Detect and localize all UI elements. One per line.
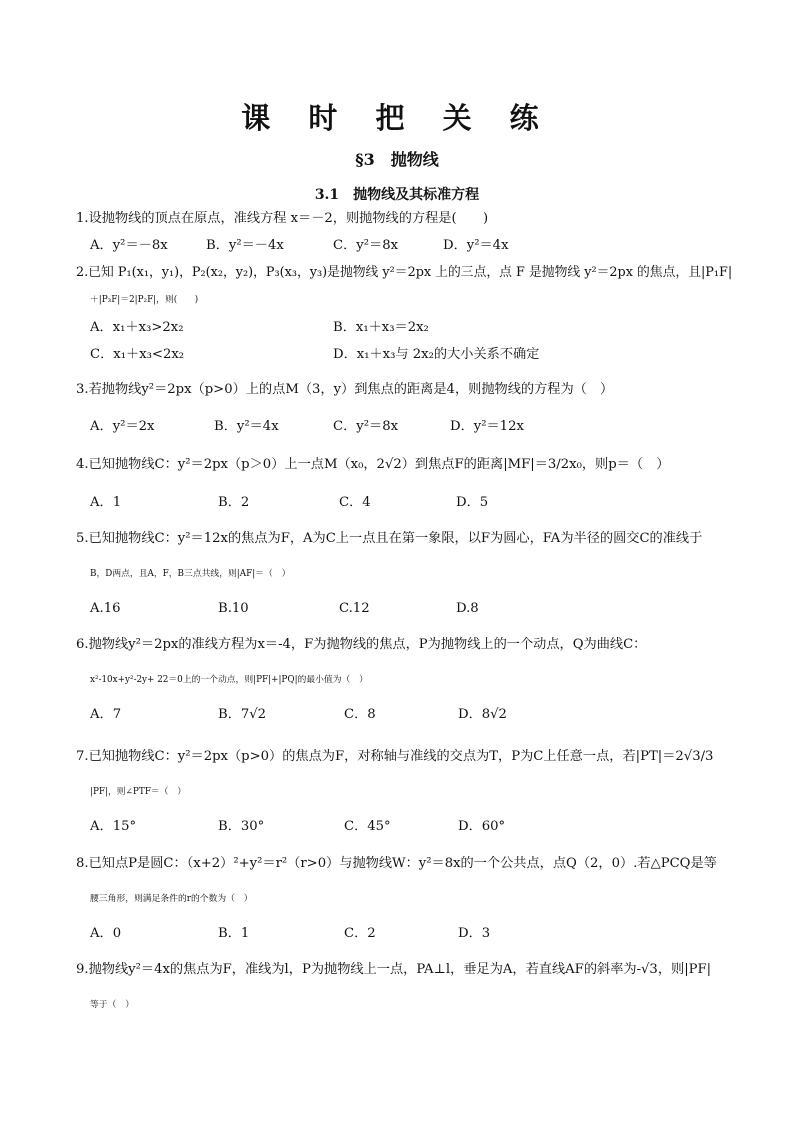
- question-9-stem-line-1: 9.抛物线y²＝4x的焦点为F，准线为l，P为抛物线上一点，PA⊥l，垂足为A，若直线AF的斜率为-√3，则|PF|: [76, 962, 712, 977]
- question-8-option-a: A．0: [90, 926, 122, 941]
- question-2-stem-line-2: ＋|P₃F|＝2|P₂F|，则( ): [90, 295, 199, 305]
- question-1-option-a: A．y²＝－8x: [90, 238, 168, 253]
- question-3-option-b: B．y²＝4x: [214, 419, 279, 434]
- question-9-stem-line-2: 等于（ ）: [90, 1000, 134, 1010]
- question-3-stem: 3.若抛物线y²＝2px（p>0）上的点M（3，y）到焦点的距离是4，则抛物线的方程为（ ）: [76, 382, 614, 397]
- question-5-option-d: D.8: [456, 601, 479, 616]
- question-4-option-c: C．4: [339, 495, 371, 510]
- question-2-option-b: B．x₁＋x₃＝2x₂: [333, 320, 429, 335]
- question-6-option-d: D．8√2: [458, 707, 507, 722]
- question-8-option-b: B．1: [218, 926, 250, 941]
- question-6-option-a: A．7: [90, 707, 122, 722]
- question-3-option-c: C．y²＝8x: [333, 419, 399, 434]
- question-6-option-c: C．8: [344, 707, 376, 722]
- question-5-stem-line-2: B，D两点，且A，F，B三点共线，则|AF|＝（ ）: [90, 569, 291, 579]
- question-7-stem-line-1: 7.已知抛物线C：y²＝2px（p>0）的焦点为F，对称轴与准线的交点为T，P为C上任意一点，若|PT|＝2√3/3: [76, 749, 714, 764]
- question-2-stem-line-1: 2.已知 P₁(x₁，y₁)，P₂(x₂，y₂)，P₃(x₃，y₃)是抛物线 y²＝2px 上的三点，点 F 是抛物线 y²＝2px 的焦点，且|P₁F|: [76, 265, 733, 280]
- question-7-option-d: D．60°: [458, 819, 506, 834]
- question-8-option-c: C．2: [344, 926, 376, 941]
- question-1-stem: 1.设抛物线的顶点在原点，准线方程 x＝－2，则抛物线的方程是( ): [76, 211, 489, 226]
- question-7-stem-line-2: |PF|，则∠PTF＝（ ）: [90, 787, 186, 797]
- question-5-stem-line-1: 5.已知抛物线C：y²＝12x的焦点为F，A为C上一点且在第一象限，以F为圆心，FA为半径的圆交C的准线于: [76, 531, 703, 546]
- question-8-option-d: D．3: [458, 926, 491, 941]
- question-6-option-b: B．7√2: [218, 707, 267, 722]
- question-4-stem: 4.已知抛物线C：y²＝2px（p＞0）上一点M（x₀，2√2）到焦点F的距离|MF|＝3/2x₀，则p＝（ ）: [76, 457, 670, 472]
- question-1-option-b: B．y²＝－4x: [206, 238, 284, 253]
- question-1-option-d: D．y²＝4x: [443, 238, 509, 253]
- section-heading: §3 抛物线: [355, 150, 439, 169]
- question-5-option-c: C.12: [339, 601, 370, 616]
- question-5-option-b: B.10: [218, 601, 249, 616]
- question-3-option-a: A．y²＝2x: [90, 419, 155, 434]
- question-7-option-b: B．30°: [218, 819, 265, 834]
- question-4-option-a: A．1: [90, 495, 122, 510]
- subsection-heading: 3.1 抛物线及其标准方程: [314, 187, 480, 203]
- question-2-option-a: A．x₁＋x₃>2x₂: [90, 320, 184, 335]
- question-2-option-d: D．x₁＋x₃与 2x₂的大小关系不确定: [333, 347, 540, 362]
- question-8-stem-line-1: 8.已知点P是圆C：（x+2）²+y²＝r²（r>0）与抛物线W：y²＝8x的一个公共点，点Q（2，0）.若△PCQ是等: [76, 856, 717, 871]
- question-7-option-c: C．45°: [344, 819, 391, 834]
- question-4-option-d: D．5: [456, 495, 489, 510]
- question-4-option-b: B．2: [218, 495, 250, 510]
- question-8-stem-line-2: 腰三角形，则满足条件的r的个数为（ ）: [90, 894, 253, 904]
- question-7-option-a: A．15°: [90, 819, 137, 834]
- question-6-stem-line-2: x²-10x+y²-2y+ 22＝0上的一个动点，则|PF|+|PQ|的最小值为（ ）: [90, 675, 368, 685]
- question-2-option-c: C．x₁＋x₃<2x₂: [90, 347, 185, 362]
- question-3-option-d: D．y²＝12x: [450, 419, 524, 434]
- question-1-option-c: C．y²＝8x: [333, 238, 399, 253]
- question-5-option-a: A.16: [90, 601, 121, 616]
- page-title: 课 时 把 关 练: [241, 101, 553, 135]
- question-6-stem-line-1: 6.抛物线y²＝2px的准线方程为x＝-4，F为抛物线的焦点，P为抛物线上的一个动点，Q为曲线C：: [76, 637, 647, 652]
